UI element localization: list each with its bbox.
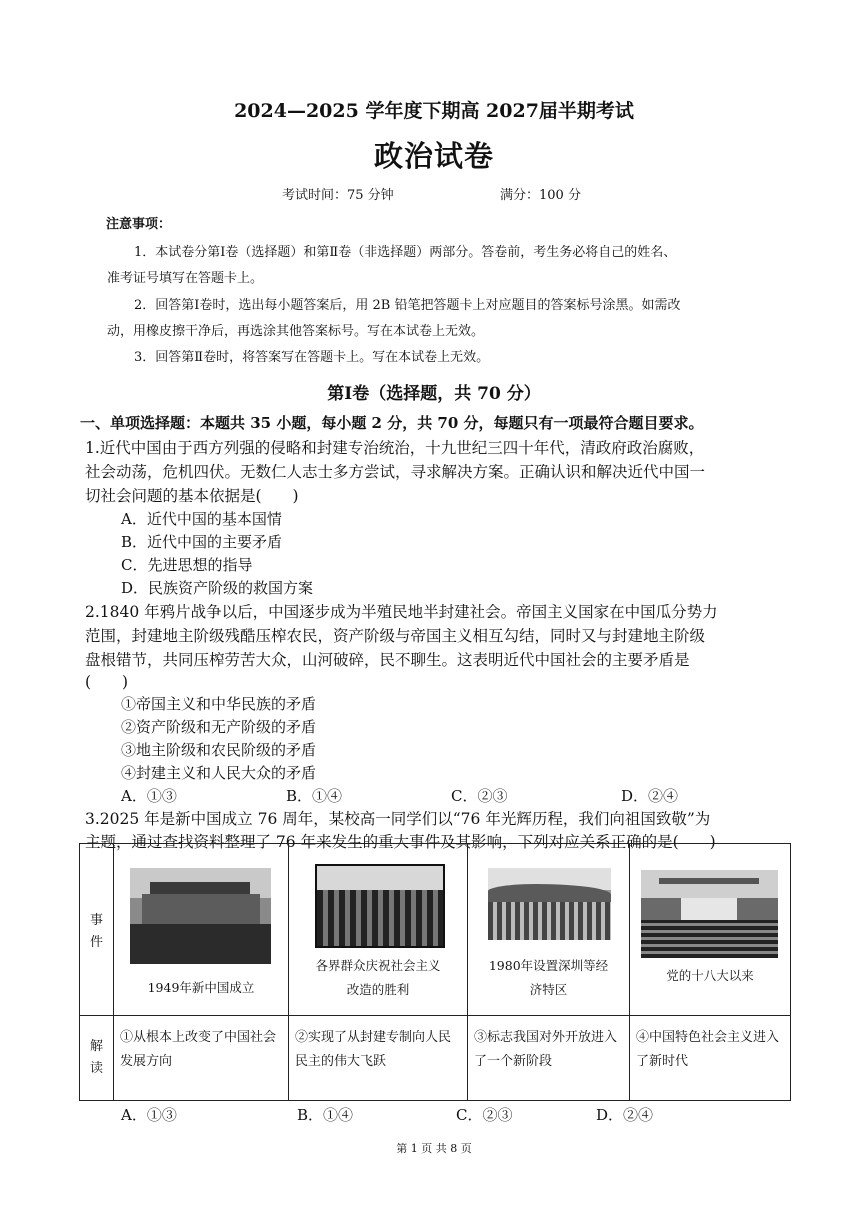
note-1-line-2: 准考证号填写在答题卡上。 (107, 271, 264, 286)
exam-time: 考试时间：75 分钟 (282, 188, 394, 203)
q1-option-c: C．先进思想的指导 (121, 556, 253, 574)
event-caption-1: 1949年新中国成立 (147, 980, 255, 995)
interpretation-cell-2: ②实现了从封建专制向人民民主的伟大飞跃 (289, 1016, 468, 1101)
q2-option-a: A．①③ (121, 787, 177, 805)
q2-statement-2: ②资产阶级和无产阶级的矛盾 (121, 718, 317, 736)
event-cell-2 (289, 844, 468, 1016)
note-3: 3．回答第Ⅱ卷时，将答案写在答题卡上。写在本试卷上无效。 (134, 350, 490, 365)
founding-ceremony-photo (130, 868, 271, 964)
q2-statement-3: ③地主阶级和农民阶级的矛盾 (121, 741, 317, 759)
q2-statement-1: ①帝国主义和中华民族的矛盾 (121, 695, 317, 713)
q2-stem-line-1: 2.1840 年鸦片战争以后，中国逐步成为半殖民地半封建社会。帝国主义国家在中国瓜分势力 (85, 603, 718, 621)
event-caption-3-line-2: 济特区 (529, 982, 568, 997)
q1-option-d: D．民族资产阶级的救国方案 (121, 579, 314, 597)
q2-option-c: C．②③ (451, 787, 508, 805)
part-instructions: 一、单项选择题：本题共 35 小题，每小题 2 分，共 70 分，每题只有一项最符合题目要求。 (80, 414, 704, 432)
note-1-line-1: 1．本试卷分第Ⅰ卷（选择题）和第Ⅱ卷（非选择题）两部分。答卷前，考生务必将自己的姓名、 (134, 245, 677, 260)
q3-option-a: A．①③ (121, 1106, 177, 1124)
note-2-line-1: 2．回答第Ⅰ卷时，选出每小题答案后，用 2B 铅笔把答题卡上对应题目的答案标号涂黑。如需改 (134, 298, 681, 313)
event-caption-2-line-2: 改造的胜利 (346, 982, 410, 997)
q2-stem-line-2: 范围，封建地主阶级残酷压榨农民，资产阶级与帝国主义相互勾结，同时又与封建地主阶级 (85, 627, 706, 645)
interpretation-cell-4: ④中国特色社会主义进入了新时代 (630, 1016, 791, 1101)
subject-title: 政治试卷 (373, 139, 494, 173)
q1-stem-line-3: 切社会问题的基本依据是( ) (85, 487, 299, 505)
page-footer: 第 1 页 共 8 页 (396, 1142, 472, 1155)
celebration-crowd-photo (315, 864, 445, 948)
q3-option-b: B．①④ (297, 1106, 354, 1124)
interpretation-cell-3: ③标志我国对外开放进入了一个新阶段 (468, 1016, 630, 1101)
event-caption-3-line-1: 1980年设置深圳等经 (488, 958, 609, 973)
shenzhen-zone-photo (488, 868, 611, 940)
event-caption-4: 党的十八大以来 (666, 968, 754, 983)
party-congress-photo (641, 870, 778, 958)
interpretation-cell-1: ①从根本上改变了中国社会发展方向 (114, 1016, 289, 1101)
q3-option-d: D．②④ (596, 1106, 654, 1124)
event-caption-2-line-1: 各界群众庆祝社会主义 (315, 958, 441, 973)
event-cell-3 (468, 844, 630, 1016)
row-label-interpretation: 解读 (80, 1016, 114, 1101)
q3-stem-line-1: 3.2025 年是新中国成立 76 周年，某校高一同学们以“76 年光辉历程，我们向祖国致敬”为 (85, 810, 711, 828)
exam-title: 2024—2025 学年度下期高 2027届半期考试 (234, 100, 634, 122)
full-score: 满分：100 分 (500, 188, 581, 203)
q1-stem-line-1: 1.近代中国由于西方列强的侵略和封建专治统治，十九世纪三四十年代，清政府政治腐败， (85, 439, 705, 457)
row-label-events: 事件 (80, 844, 114, 1016)
q2-stem-line-3: 盘根错节，共同压榨劳苦大众，山河破碎，民不聊生。这表明近代中国社会的主要矛盾是 (85, 651, 690, 669)
event-cell-4 (630, 844, 791, 1016)
notes-heading: 注意事项： (106, 217, 172, 232)
note-2-line-2: 动，用橡皮擦干净后，再选涂其他答案标号。写在本试卷上无效。 (107, 324, 485, 339)
q3-event-table (79, 843, 791, 1101)
q1-option-b: B．近代中国的主要矛盾 (121, 533, 283, 551)
q2-stem-line-4: ( ) (85, 673, 129, 691)
q3-option-c: C．②③ (456, 1106, 513, 1124)
q2-option-b: B．①④ (286, 787, 343, 805)
q1-stem-line-2: 社会动荡，危机四伏。无数仁人志士多方尝试，寻求解决方案。正确认识和解决近代中国一 (85, 463, 706, 481)
q3-stem-line-2: 主题，通过查找资料整理了 76 年来发生的重大事件及其影响，下列对应关系正确的是( ) (85, 833, 716, 851)
q1-option-a: A．近代中国的基本国情 (121, 510, 282, 528)
q2-statement-4: ④封建主义和人民大众的矛盾 (121, 764, 317, 782)
q2-option-d: D．②④ (621, 787, 679, 805)
section-title: 第Ⅰ卷（选择题，共 70 分） (327, 384, 541, 404)
event-cell-1 (114, 844, 289, 1016)
